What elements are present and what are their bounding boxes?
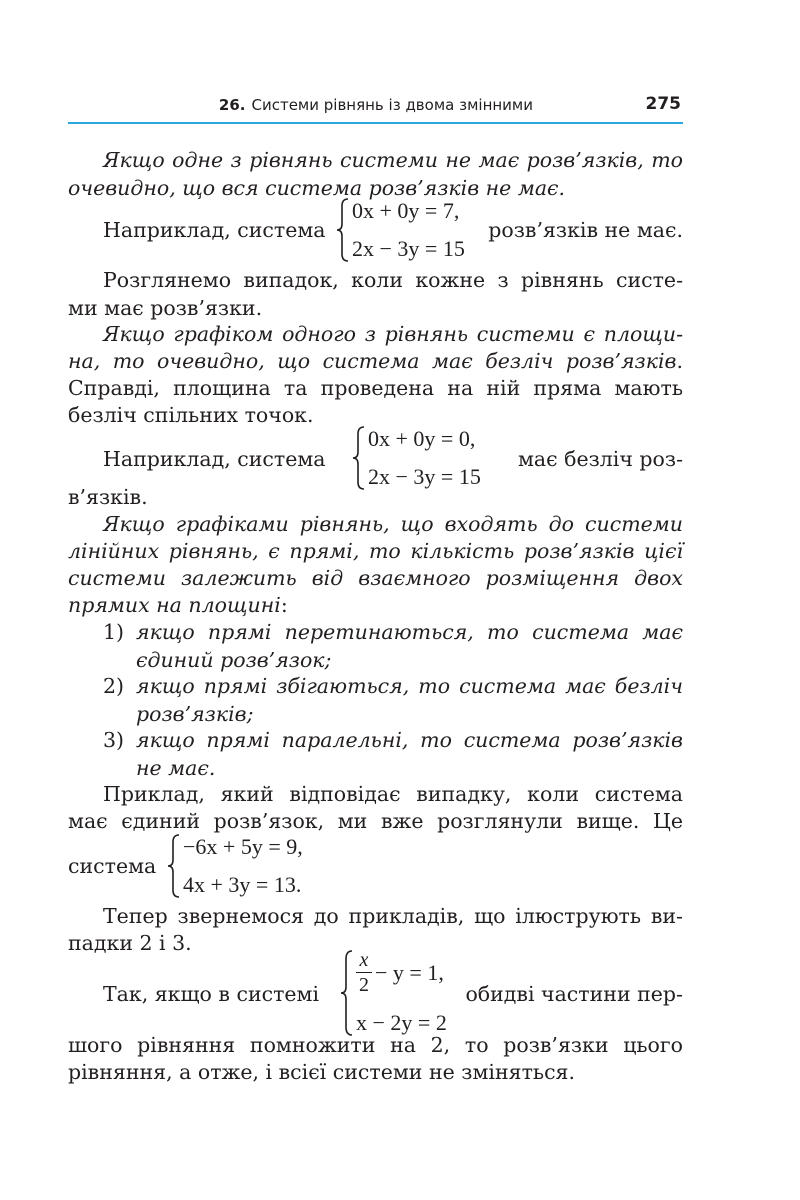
example-text: Так, якщо в системі [103, 982, 320, 1006]
equation: 4x + 3y = 13. [183, 872, 302, 897]
list-text: єдиний розв’язок; [136, 648, 332, 672]
equation-system [340, 950, 447, 1036]
equations [350, 198, 465, 262]
left-brace-icon [352, 426, 366, 490]
fraction-denominator: 2 [359, 974, 369, 996]
equation: 0x + 0y = 7, [352, 198, 460, 223]
list-number: 3) [103, 728, 125, 752]
paragraph-line: падки 2 і 3. [68, 931, 192, 955]
fraction-numerator: x [359, 949, 369, 971]
example-text: Наприклад, система [103, 447, 326, 471]
paragraph-line: безліч спільних точок. [68, 403, 314, 427]
equation-system [336, 198, 465, 262]
left-brace-icon [336, 198, 350, 262]
paragraph-line: Якщо одне з рівнянь системи не має розв’язків, то [103, 148, 683, 172]
list-text: розв’язків; [136, 702, 254, 726]
italic-text: на, то очевидно, що система має безліч розв’язків [68, 349, 677, 373]
list-number: 2) [103, 674, 125, 698]
paragraph-line: Приклад, який відповідає випадку, коли система [103, 782, 683, 806]
equation: 2x − 3y = 15 [368, 464, 481, 489]
paragraph-line: шого рівняння помножити на 2, то розв’язки цього [68, 1033, 683, 1057]
equations [181, 834, 303, 898]
paragraph-line: Справді, площина та проведена на ній пряма мають [68, 376, 683, 400]
paragraph-line: система [68, 854, 157, 878]
paragraph-line: Розглянемо випадок, коли кожне з рівнянь систе- [103, 268, 683, 292]
paragraph-line: Якщо графіком одного з рівнянь системи є площи- [103, 322, 683, 346]
equation [356, 950, 447, 995]
section-number: 26. [218, 96, 246, 114]
list-text: якщо прямі збігаються, то система має безліч [136, 674, 683, 698]
paragraph-line: лінійних рівнянь, є прямі, то кількість розв’язків цієї [68, 539, 683, 563]
paragraph-line [68, 591, 683, 619]
paragraph-line: рівняння, а отже, і всієї системи не зміняться. [68, 1060, 576, 1084]
equation: −6x + 5y = 9, [183, 834, 303, 859]
paragraph-line: очевидно, що вся система розв’язків не має. [68, 176, 566, 200]
left-brace-icon [340, 950, 354, 1036]
example-text: Наприклад, система [103, 218, 326, 242]
paragraph-line: має єдиний розв’язок, ми вже розглянули вище. Це [68, 809, 683, 833]
equations [366, 426, 481, 490]
left-brace-icon [167, 834, 181, 898]
list-text: якщо прямі паралельні, то система розв’язків [136, 728, 683, 752]
example-text: розв’язків не має. [488, 218, 683, 242]
running-header [68, 92, 683, 124]
section-title-text: Системи рівнянь із двома змінними [251, 96, 533, 114]
paragraph-line: системи залежить від взаємного розміщення двох [68, 566, 683, 590]
equation: x − 2y = 2 [356, 1010, 447, 1035]
paragraph-line: Якщо графіками рівнянь, що входять до системи [103, 512, 683, 536]
text: . [676, 349, 683, 373]
list-text: якщо прямі перетинаються, то система має [136, 620, 683, 644]
paragraph-line: в’язків. [68, 485, 148, 509]
paragraph-line: ми має розв’язки. [68, 296, 263, 320]
paragraph-line: Тепер звернемося до прикладів, що ілюструють ви- [103, 904, 683, 928]
section-title [219, 96, 533, 114]
example-text: обидві частини пер- [465, 982, 683, 1006]
list-text: не має. [136, 756, 216, 780]
italic-text: прямих на площині [68, 593, 281, 617]
equation-system [352, 426, 481, 490]
equation: 2x − 3y = 15 [352, 236, 465, 261]
equation: 0x + 0y = 0, [368, 426, 476, 451]
equation-system [167, 834, 303, 898]
equations [354, 950, 447, 1036]
page-number: 275 [645, 94, 681, 114]
paragraph-line [68, 347, 683, 375]
list-number: 1) [103, 620, 125, 644]
fraction-bar [356, 972, 372, 973]
text: : [280, 593, 288, 617]
example-text: має безліч роз- [517, 447, 683, 471]
equation-rest: − y = 1, [375, 959, 444, 985]
fraction [356, 950, 372, 995]
